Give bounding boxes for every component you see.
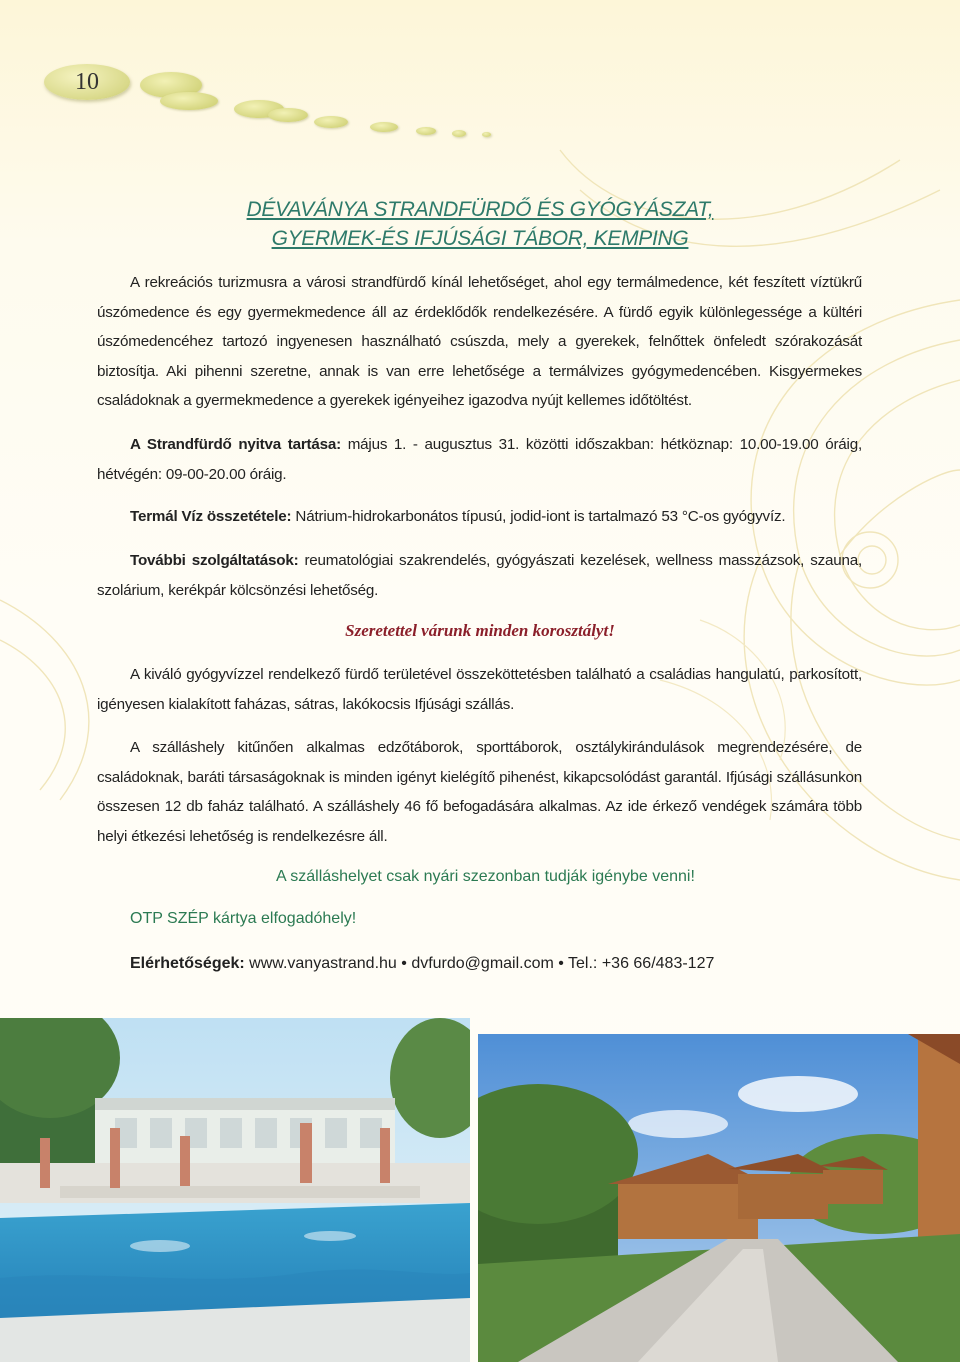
summer-season-note: A szálláshelyet csak nyári szezonban tudják igénybe venni! — [276, 868, 695, 885]
decorative-dot — [160, 92, 218, 110]
contact-label: Elérhetőségek: — [130, 955, 245, 972]
otp-szep-card-note: OTP SZÉP kártya elfogadóhely! — [130, 910, 357, 927]
title-line-1: DÉVAVÁNYA STRANDFÜRDŐ ÉS GYÓGYÁSZAT, — [246, 198, 714, 221]
opening-hours-text: május 1. - augusztus 31. közötti időszakban: hétköznap: 10.00-19.00 óráig, hétvégén: 09-00-20.00 óráig. — [97, 436, 862, 483]
decorative-dot — [314, 116, 348, 128]
decorative-dot — [482, 132, 491, 137]
lodging-text-2: A szálláshely kitűnően alkalmas edzőtáborok, sporttáborok, osztálykirándulások megrendezésére, de családoknak, baráti társaságoknak is minden igényt kielégítő pihenést, kikapcsolódást garantál. Ifjúsági szállásunkon összesen 12 db faház található. A szálláshely 46 fő befogadására alkalmas. Az ide érkező vendégek számára több helyi étkezési lehetőség is rendelkezésre áll. — [97, 739, 862, 845]
decorative-dot — [452, 130, 466, 137]
decorative-dot — [268, 108, 308, 122]
phone-number: Tel.: +36 66/483-127 — [568, 955, 715, 972]
email-link[interactable]: dvfurdo@gmail.com — [411, 955, 554, 972]
services-paragraph — [97, 546, 862, 605]
decorative-dot — [416, 127, 436, 135]
thermal-water-paragraph — [97, 502, 862, 532]
decorative-dot — [370, 122, 398, 132]
intro-paragraph — [97, 268, 862, 416]
intro-text: A rekreációs turizmusra a városi strandfürdő kínál lehetőséget, ahol egy termálmedence, két feszített víztükrű úszómedence és egy gyermekmedence áll az érdeklődők rendelkezésére. A fürdő egyik különlegessége a kültéri úszómedencéhez tartozó ingyenesen használható csúszda, mely a gyerekek, felnőttek önfeledt szórakozását biztosítja. Aki pihenni szeretne, annak is van erre lehetősége a termálvizes gyógymedencében. Kisgyermekes családoknak a gyermekmedence a gyerekek igényeihez igazodva nyújt kellemes időtöltést. — [97, 274, 862, 409]
thermal-water-text: Nátrium-hidrokarbonátos típusú, jodid-iont is tartalmazó 53 °C-os gyógyvíz. — [291, 508, 786, 525]
website-link[interactable]: www.vanyastrand.hu — [249, 955, 397, 972]
contact-line — [130, 955, 714, 973]
services-label: További szolgáltatások: — [130, 552, 299, 569]
opening-hours-label: A Strandfürdő nyitva tartása: — [130, 436, 341, 453]
lodging-paragraph-2 — [97, 733, 862, 851]
page-number-badge: 10 — [44, 64, 130, 100]
separator: • — [396, 955, 412, 972]
cabins-photo — [478, 1034, 960, 1362]
lodging-text-1: A kiváló gyógyvízzel rendelkező fürdő területével összeköttetésben található a családias hangulatú, parkosított, igényesen kialakított faházas, sátras, lakókocsis Ifjúsági szállás. — [97, 666, 862, 713]
separator: • — [553, 955, 569, 972]
slogan: Szeretettel várunk minden korosztályt! — [345, 621, 615, 640]
title-line-2: GYERMEK-ÉS IFJÚSÁGI TÁBOR, KEMPING — [271, 227, 689, 250]
thermal-water-label: Termál Víz összetétele: — [130, 508, 292, 525]
opening-hours-paragraph — [97, 430, 862, 489]
services-text: reumatológiai szakrendelés, gyógyászati kezelések, wellness masszázsok, szauna, szolárium, kerékpár kölcsönzési lehetőség. — [97, 552, 862, 599]
pool-photo — [0, 1018, 470, 1362]
lodging-paragraph-1 — [97, 660, 862, 719]
